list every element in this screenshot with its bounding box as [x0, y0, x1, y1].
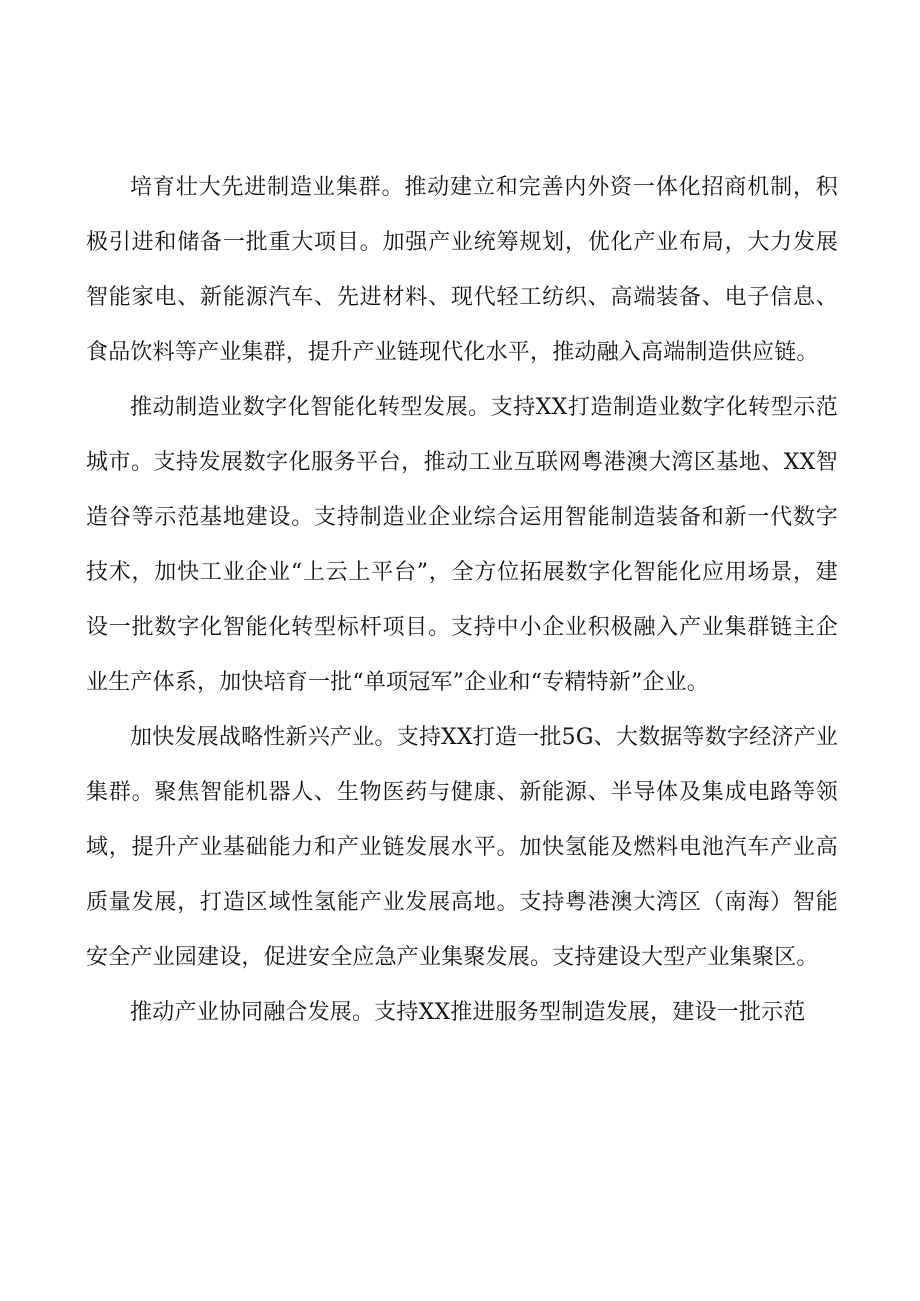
paragraph-digital-transformation: 推动制造业数字化智能化转型发展。支持XX打造制造业数字化转型示范城市。支持发展数字化服务平台，推动工业互联网粤港澳大湾区基地、XX智造谷等示范基地建设。支持制造业企业综合运用智能制造装备和新一代数字技术，加快工业企业“上云上平台”，全方位拓展数字化智能化应用场景，建设一批数字化智能化转型标杆项目。支持中小企业积极融入产业集群链主企业生产体系，加快培育一批“单项冠军”企业和“专精特新”企业。 — [86, 395, 838, 695]
document-body — [86, 160, 838, 1040]
paragraph-emerging-industries: 加快发展战略性新兴产业。支持XX打造一批5G、大数据等数字经济产业集群。聚焦智能机器人、生物医药与健康、新能源、半导体及集成电路等领域，提升产业基础能力和产业链发展水平。加快氢能及燃料电池汽车产业高质量发展，打造区域性氢能产业发展高地。支持粤港澳大湾区（南海）智能安全产业园建设，促进安全应急产业集聚发展。支持建设大型产业集聚区。 — [86, 725, 838, 970]
paragraph-industry-integration: 推动产业协同融合发展。支持XX推进服务型制造发展，建设一批示范 — [130, 1000, 806, 1025]
paragraph-advanced-manufacturing-clusters: 培育壮大先进制造业集群。推动建立和完善内外资一体化招商机制，积极引进和储备一批重大项目。加强产业统筹规划，优化产业布局，大力发展智能家电、新能源汽车、先进材料、现代轻工纺织、高端装备、电子信息、食品饮料等产业集群，提升产业链现代化水平，推动融入高端制造供应链。 — [86, 175, 838, 365]
